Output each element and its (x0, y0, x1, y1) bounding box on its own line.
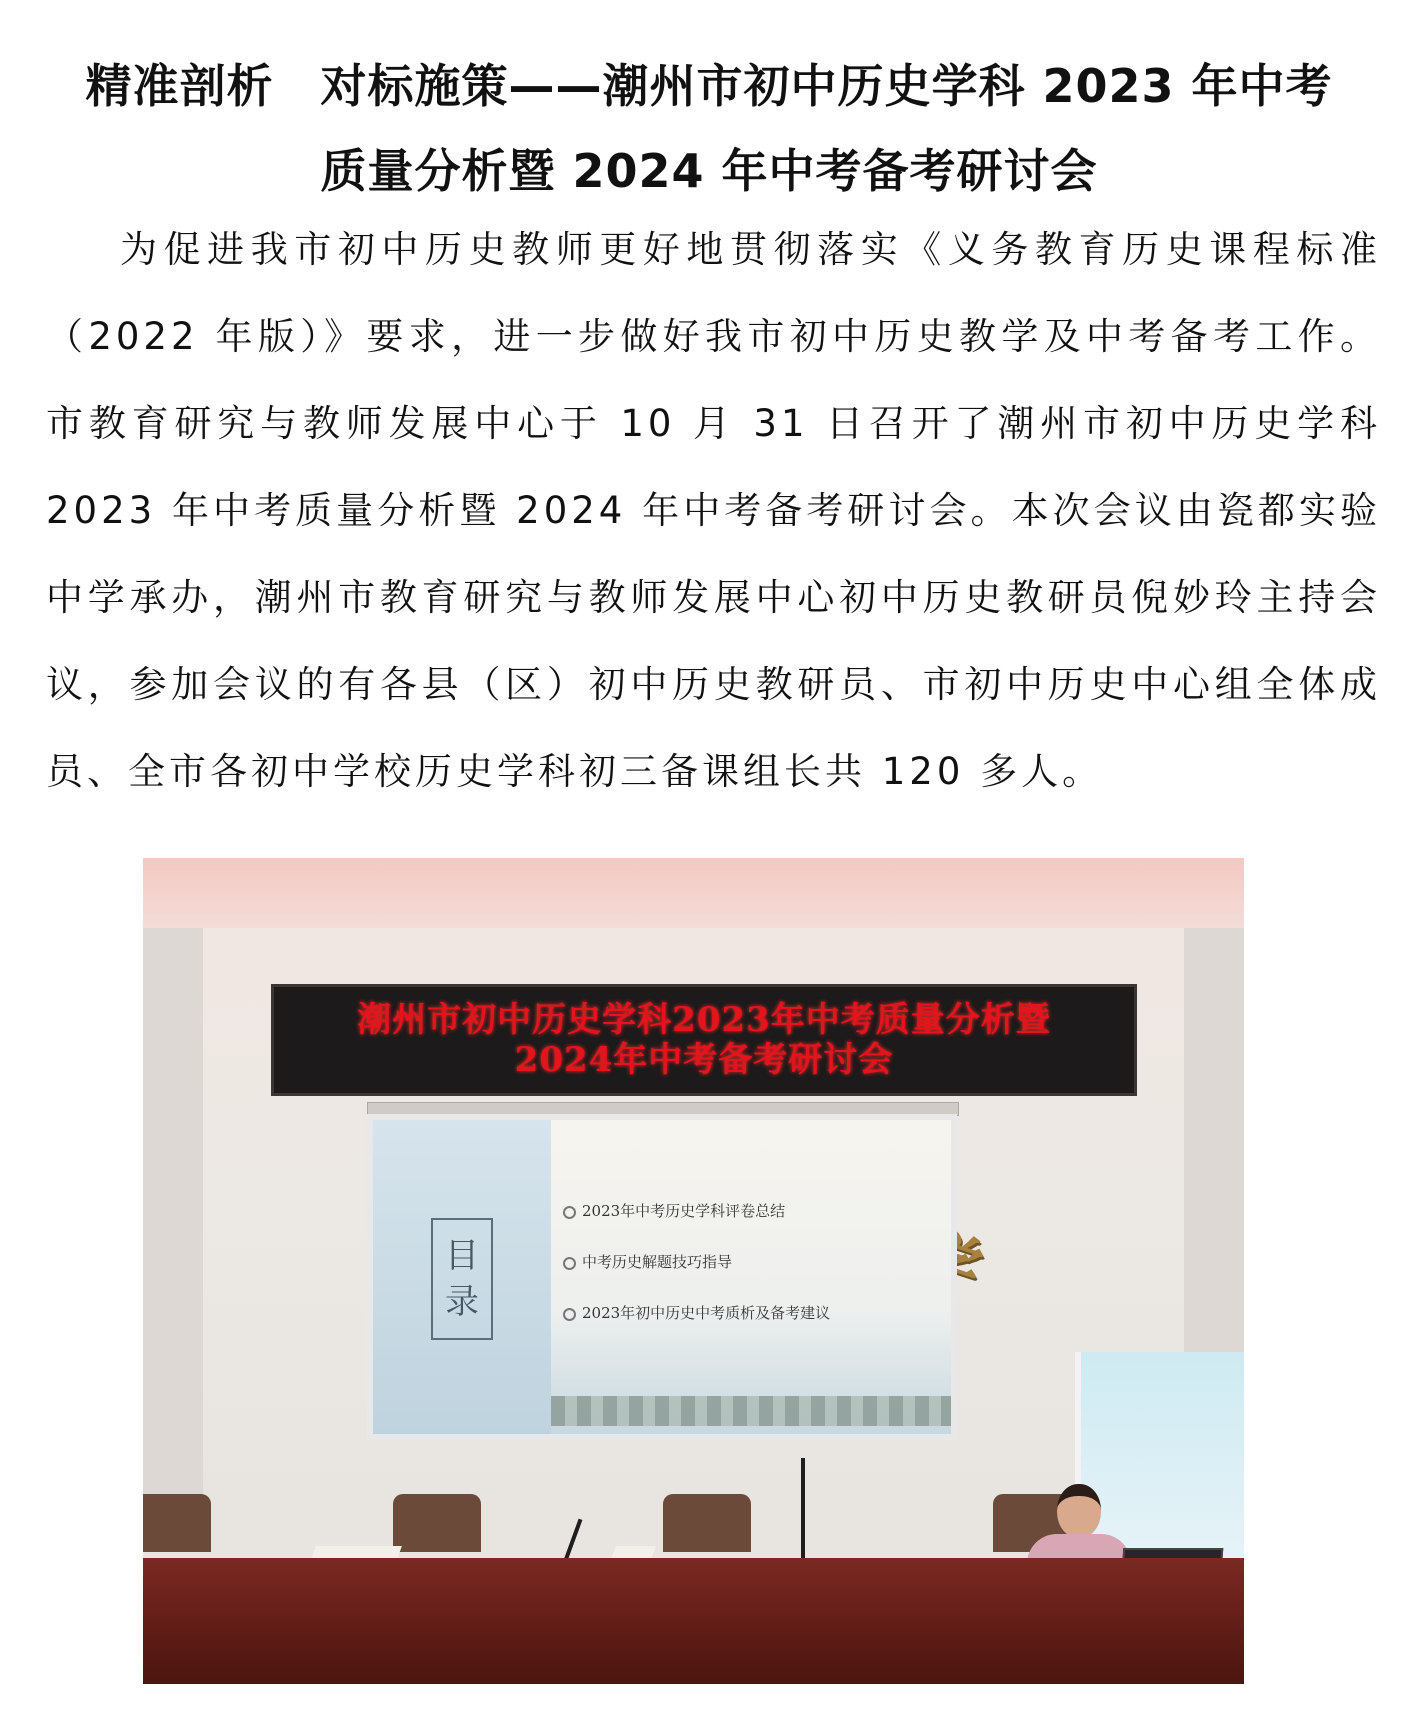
circle-bullet-icon (563, 1308, 576, 1321)
chair (663, 1494, 751, 1552)
photo-pillar-left (143, 928, 203, 1528)
slide-heading-top: 目 (445, 1236, 479, 1276)
projector-screen (367, 1114, 957, 1440)
slide-toc-item: 2023年初中历史中考质析及备考建议 (563, 1302, 830, 1323)
conference-table (143, 1558, 1244, 1684)
slide-heading-box (431, 1218, 493, 1340)
circle-bullet-icon (563, 1257, 576, 1270)
led-banner-line-1: 潮州市初中历史学科2023年中考质量分析暨 (357, 1000, 1051, 1040)
slide-heading-bottom: 录 (445, 1282, 479, 1322)
presenter-head (1057, 1484, 1101, 1538)
body-paragraph: 为促进我市初中历史教师更好地贯彻落实《义务教育历史课程标准（2022 年版）》要求，进一步做好我市初中历史教学及中考备考工作。市教育研究与教师发展中心于 10 月 31 日召开了潮州市初中历史学科 2023 年中考质量分析暨 2024 年中考备考研讨会。本次会议由瓷都实验中学承办，潮州市教育研究与教师发展中心初中历史教研员倪妙玲主持会议，参加会议的有各县（区）初中历史教研员、市初中历史中心组全体成员、全市各初中学校历史学科初三备课组长共 120 多人。 (46, 228, 1381, 793)
microphone-icon (801, 1458, 805, 1558)
photo-ceiling (143, 858, 1244, 928)
document-title-line-2: 质量分析暨 2024 年中考备考研讨会 (320, 144, 1098, 198)
chair (143, 1494, 211, 1552)
led-banner (271, 984, 1137, 1096)
chair (393, 1494, 481, 1552)
circle-bullet-icon (563, 1206, 576, 1219)
slide-toc-item: 2023年中考历史学科评卷总结 (563, 1200, 830, 1221)
slide-skyline-image (551, 1396, 951, 1426)
slide-toc-item: 中考历史解题技巧指导 (563, 1251, 830, 1272)
meeting-photo (143, 858, 1244, 1684)
slide-toc (563, 1200, 830, 1353)
document-title-line-1: 精准剖析 对标施策——潮州市初中历史学科 2023 年中考 (85, 59, 1333, 113)
led-banner-line-2: 2024年中考备考研讨会 (514, 1040, 894, 1080)
